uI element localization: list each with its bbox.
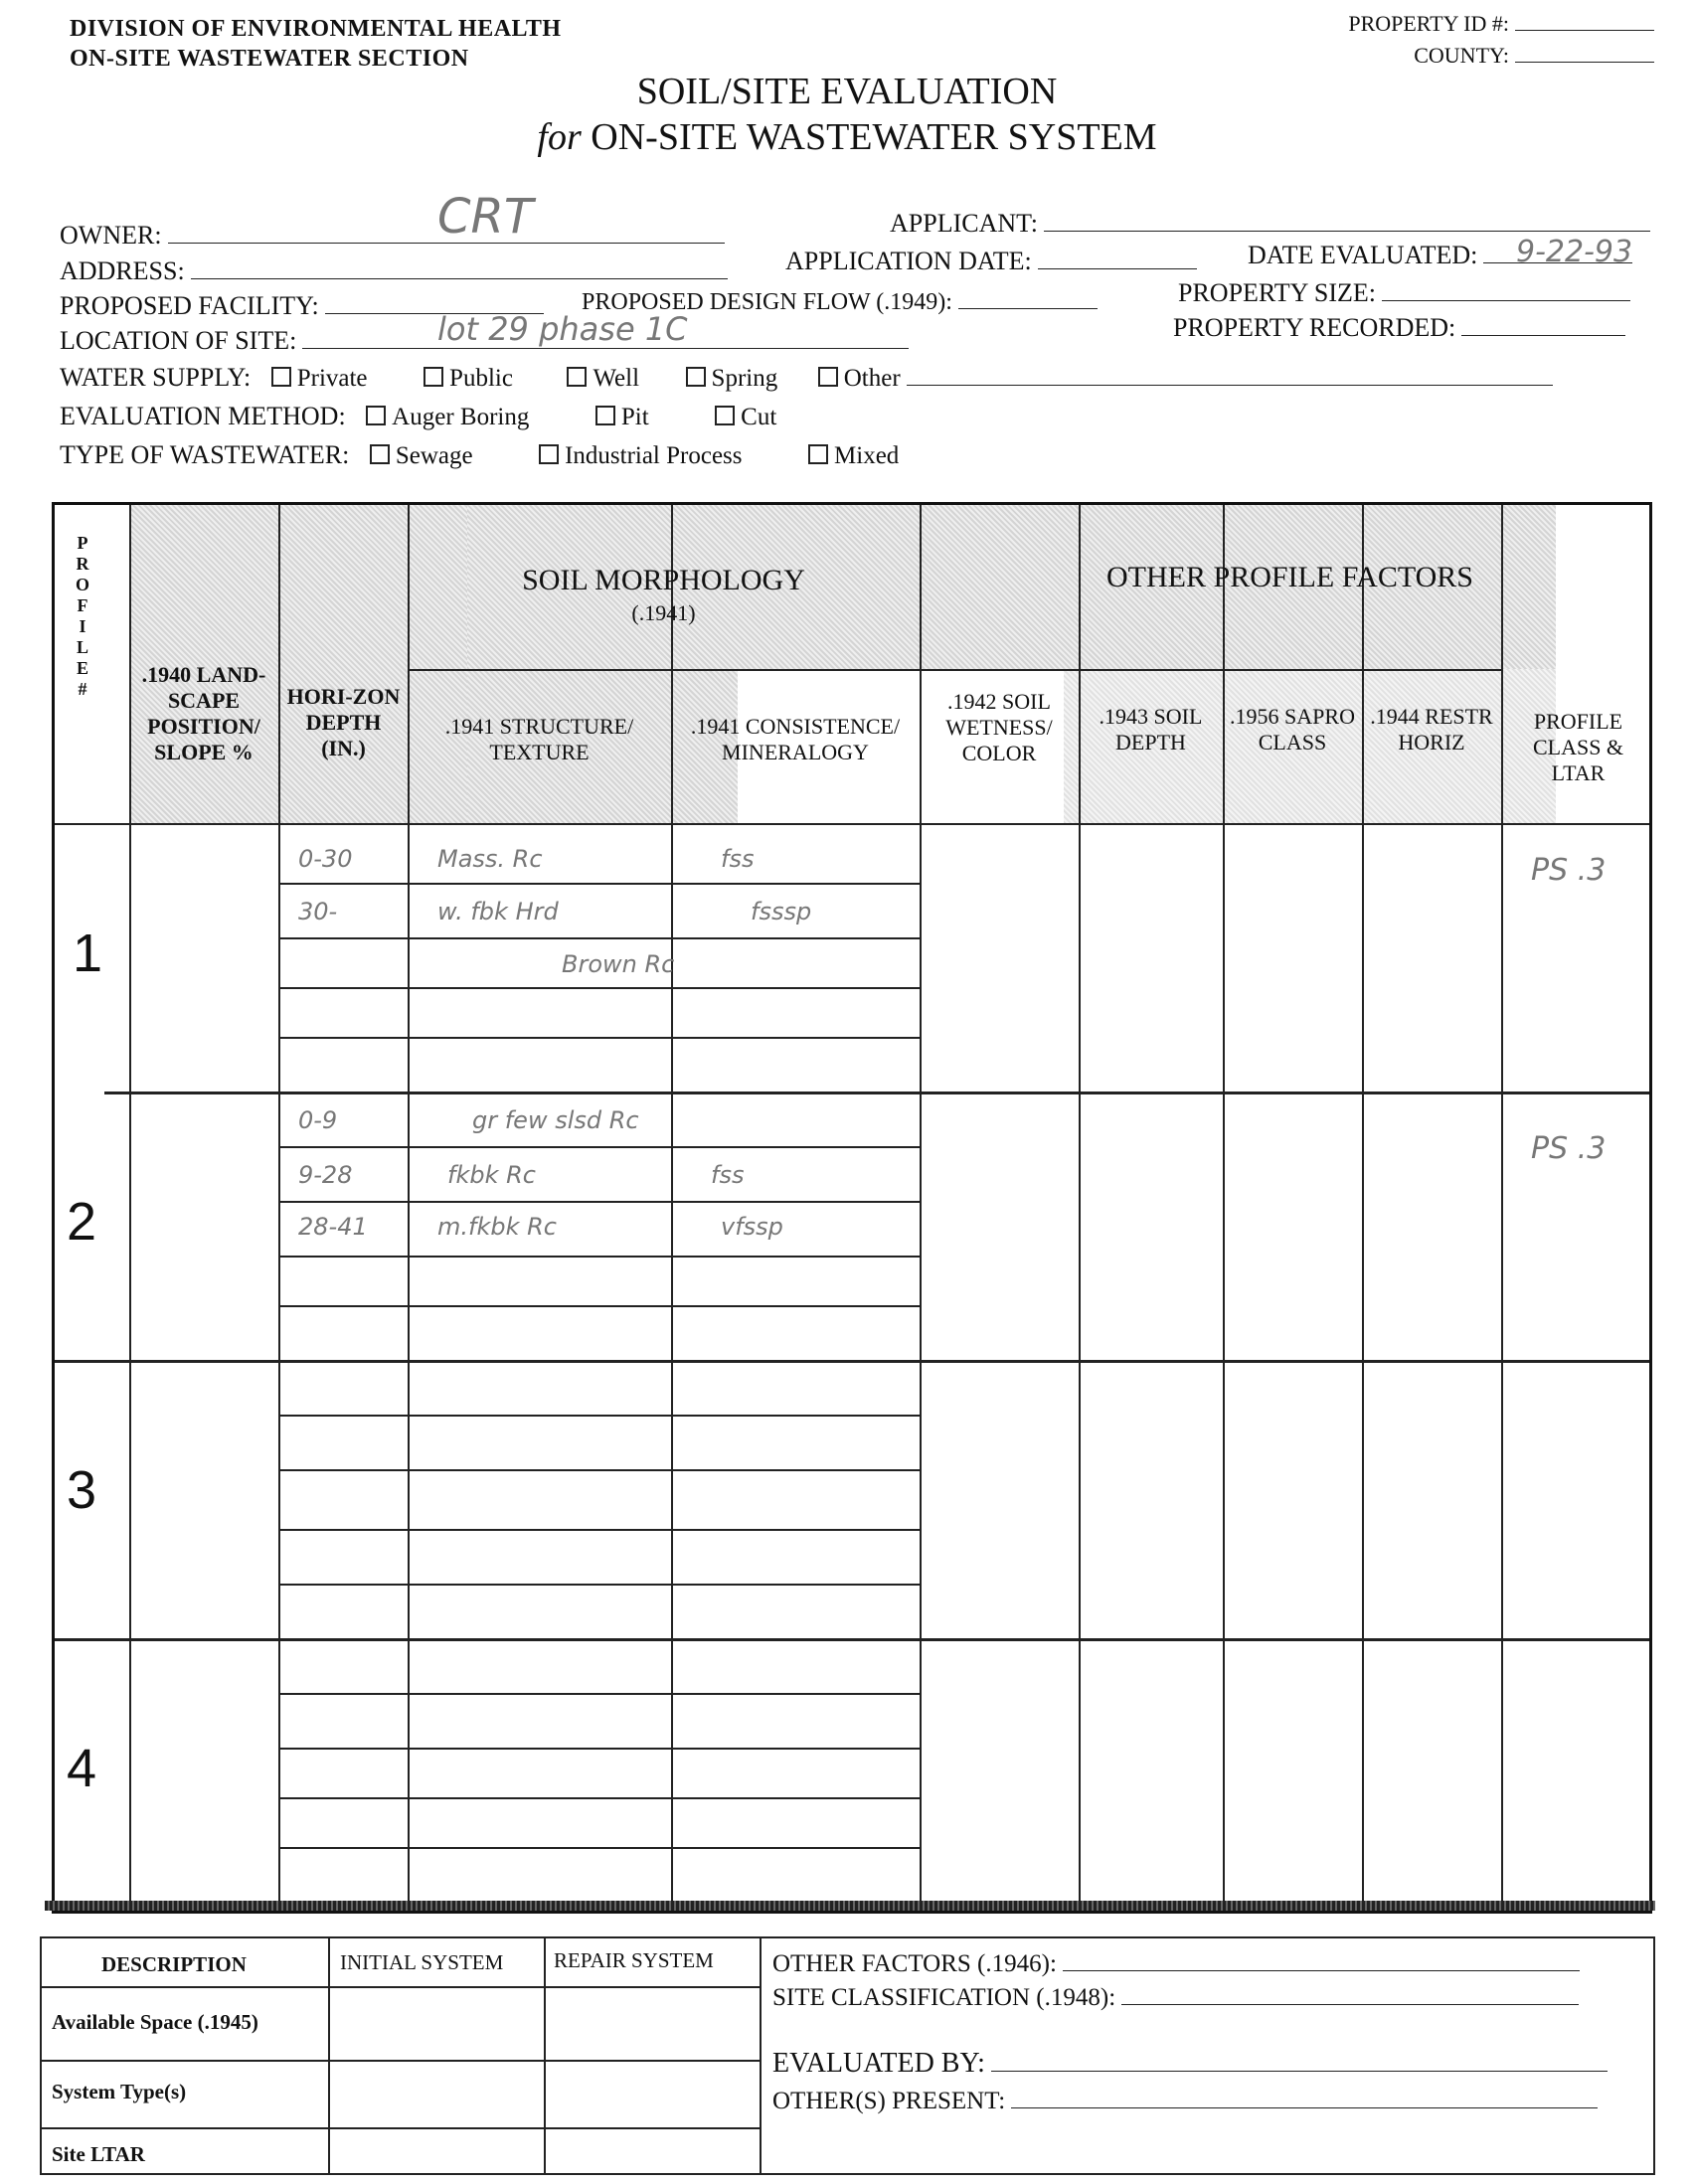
option-industrial: Industrial Process [565, 442, 743, 469]
form-subtitle [0, 115, 1694, 159]
option-spring: Spring [711, 365, 778, 392]
p1-r2-structure: w. fbk Hrd [437, 898, 559, 925]
option-private: Private [296, 365, 368, 392]
wastewater-label: TYPE OF WASTEWATER: [60, 440, 350, 469]
p1-r2-consistence: fsssp [751, 898, 812, 925]
p2-r2-structure: fkbk Rc [447, 1161, 536, 1189]
profile-class-header: PROFILE CLASS & LTAR [1532, 709, 1624, 785]
soil-morphology-header: SOIL MORPHOLOGY [522, 564, 805, 596]
checkbox-pit[interactable] [595, 406, 615, 425]
soil-profile-table [52, 502, 1652, 1914]
facility-label: PROPOSED FACILITY: [60, 291, 319, 320]
checkbox-public[interactable] [424, 367, 443, 387]
structure-header: .1941 STRUCTURE/ TEXTURE [444, 714, 634, 764]
subtitle-for: for [537, 116, 582, 158]
evaluated-by-label: EVALUATED BY: [772, 2048, 985, 2079]
repair-system-header: REPAIR SYSTEM [554, 1948, 714, 1972]
other-factors-label: OTHER FACTORS (.1946): [772, 1950, 1057, 1977]
checkbox-well[interactable] [567, 367, 587, 387]
owner-label: OWNER: [60, 221, 162, 250]
restr-header: .1944 RESTR HORIZ [1370, 704, 1493, 755]
p2-profile-class: PS .3 [1531, 1131, 1607, 1166]
location-label: LOCATION OF SITE: [60, 326, 297, 355]
horizon-header: HORI-ZON DEPTH (IN.) [286, 684, 401, 760]
id-block [1348, 8, 1654, 72]
water-supply-label: WATER SUPPLY: [60, 363, 252, 392]
checkbox-industrial[interactable] [539, 444, 559, 464]
soil-morphology-code: (.1941) [631, 600, 696, 625]
profile-1-label: 1 [73, 924, 103, 983]
profile-2-label: 2 [67, 1192, 97, 1252]
option-other: Other [843, 365, 901, 392]
profile-3-label: 3 [67, 1460, 97, 1520]
form-title: SOIL/SITE EVALUATION [636, 71, 1058, 112]
system-footer [40, 1936, 1655, 2175]
p1-r1-depth: 0-30 [298, 845, 353, 873]
evaluated-by-row [772, 2048, 1608, 2080]
other-water-field[interactable] [907, 363, 1553, 386]
p2-r2-consistence: fss [711, 1161, 745, 1189]
division-name: DIVISION OF ENVIRONMENTAL HEALTH [70, 16, 562, 42]
applicant-field[interactable] [1044, 209, 1650, 232]
others-present-label: OTHER(S) PRESENT: [772, 2088, 1006, 2114]
profile-4-label: 4 [67, 1739, 97, 1798]
option-well: Well [593, 365, 640, 392]
grid-bottom-band [45, 1901, 1655, 1911]
county-field[interactable] [1515, 62, 1654, 63]
property-id-label: PROPERTY ID #: [1348, 11, 1509, 36]
p1-r1-consistence: fss [721, 845, 755, 873]
p2-r1-structure: gr few slsd Rc [472, 1106, 639, 1134]
option-pit: Pit [620, 404, 649, 430]
property-size-row [1178, 278, 1630, 308]
site-class-row [772, 1982, 1579, 2012]
eval-method-label: EVALUATION METHOD: [60, 402, 346, 430]
others-present-field[interactable] [1011, 2086, 1598, 2108]
date-evaluated-label: DATE EVALUATED: [1248, 241, 1478, 269]
application-date-label: APPLICATION DATE: [785, 247, 1032, 275]
other-factors-field[interactable] [1063, 1948, 1580, 1971]
property-recorded-field[interactable] [1461, 313, 1625, 336]
p1-r1-structure: Mass. Rc [437, 845, 543, 873]
evaluated-by-field[interactable] [991, 2049, 1608, 2072]
sapro-header: .1956 SAPRO CLASS [1230, 704, 1355, 755]
landscape-header: .1940 LAND-SCAPE POSITION/ SLOPE % [141, 662, 266, 764]
property-id-field[interactable] [1515, 30, 1654, 31]
checkbox-cut[interactable] [715, 406, 735, 425]
site-class-field[interactable] [1121, 1982, 1579, 2005]
wastewater-row [60, 440, 899, 470]
design-flow-label: PROPOSED DESIGN FLOW (.1949): [582, 289, 952, 315]
address-label: ADDRESS: [60, 256, 185, 285]
county-label: COUNTY: [1414, 43, 1509, 68]
available-space-label: Available Space (.1945) [52, 2010, 258, 2034]
checkbox-private[interactable] [271, 367, 291, 387]
checkbox-other[interactable] [818, 367, 838, 387]
option-public: Public [449, 365, 513, 392]
p1-r3-structure: Brown Rc [562, 950, 675, 978]
option-cut: Cut [741, 404, 777, 430]
design-flow-field[interactable] [958, 286, 1098, 309]
location-value: lot 29 phase 1C [437, 310, 688, 348]
others-present-row [772, 2086, 1598, 2115]
other-factors-row [772, 1948, 1580, 1978]
checkbox-spring[interactable] [686, 367, 706, 387]
section-name: ON-SITE WASTEWATER SECTION [70, 46, 469, 72]
eval-method-row [60, 402, 776, 431]
date-evaluated-value: 9-22-93 [1516, 235, 1633, 269]
option-mixed: Mixed [834, 442, 900, 469]
checkbox-sewage[interactable] [370, 444, 390, 464]
address-field[interactable] [191, 256, 728, 279]
option-sewage: Sewage [395, 442, 473, 469]
p1-profile-class: PS .3 [1531, 853, 1607, 888]
property-size-label: PROPERTY SIZE: [1178, 278, 1376, 307]
option-auger: Auger Boring [392, 404, 530, 430]
address-row [60, 256, 728, 286]
other-factors-header: OTHER PROFILE FACTORS [1106, 561, 1473, 593]
p1-r2-depth: 30- [298, 898, 338, 925]
water-supply-row [60, 363, 1553, 393]
wetness-header: .1942 SOIL WETNESS/ COLOR [945, 689, 1053, 765]
site-ltar-label: Site LTAR [52, 2142, 145, 2166]
description-header: DESCRIPTION [101, 1952, 247, 1976]
p2-r3-structure: m.fkbk Rc [437, 1213, 557, 1241]
owner-value: CRT [437, 189, 534, 245]
p2-r1-depth: 0-9 [298, 1106, 338, 1134]
site-class-label: SITE CLASSIFICATION (.1948): [772, 1984, 1116, 2011]
subtitle-text: ON-SITE WASTEWATER SYSTEM [591, 116, 1157, 158]
owner-row [60, 221, 725, 251]
applicant-label: APPLICANT: [890, 209, 1038, 238]
checkbox-auger[interactable] [366, 406, 386, 425]
property-recorded-label: PROPERTY RECORDED: [1173, 313, 1456, 342]
p2-r3-consistence: vfssp [721, 1213, 783, 1241]
p2-r3-depth: 28-41 [298, 1213, 368, 1241]
system-type-label: System Type(s) [52, 2080, 187, 2103]
soil-depth-header: .1943 SOIL DEPTH [1099, 704, 1203, 755]
agency-header [70, 14, 562, 74]
profile-header: P R O F I L E # [75, 533, 89, 699]
initial-system-header: INITIAL SYSTEM [340, 1950, 504, 1974]
consistence-header: .1941 CONSISTENCE/ MINERALOGY [690, 714, 901, 764]
p2-r2-depth: 9-28 [298, 1161, 353, 1189]
property-size-field[interactable] [1382, 278, 1630, 301]
application-date-field[interactable] [1038, 247, 1197, 269]
checkbox-mixed[interactable] [808, 444, 828, 464]
application-date-row [785, 247, 1197, 276]
property-recorded-row [1173, 313, 1625, 343]
